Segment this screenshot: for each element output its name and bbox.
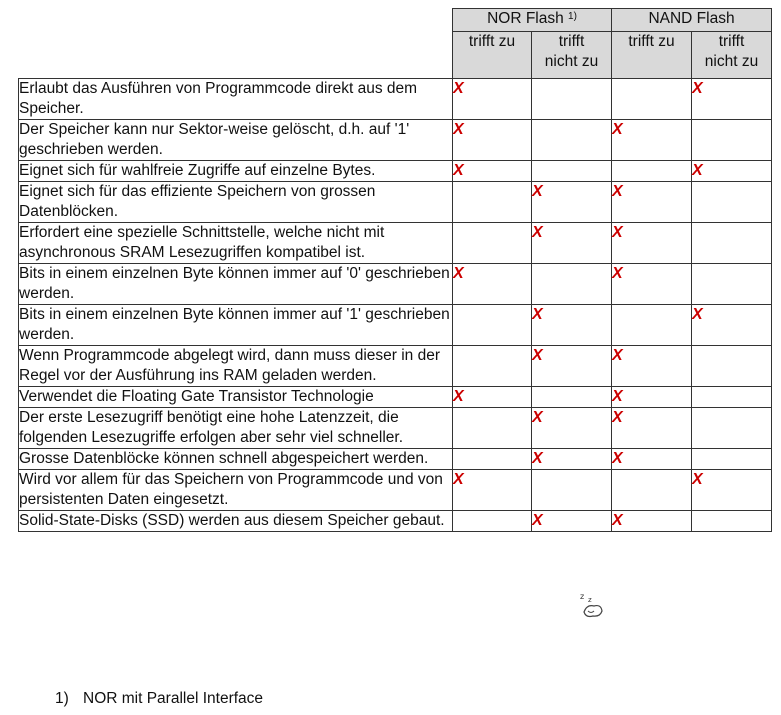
sub-label: nicht zu xyxy=(544,53,599,70)
row-description: Der erste Lesezugriff benötigt eine hohe Latenzzeit, die folgenden Lesezugriffe erfolgen aber sehr viel schneller. xyxy=(19,408,453,449)
nor-not-applies-cell xyxy=(532,511,612,532)
row-description: Bits in einem einzelnen Byte können immer auf '0' geschrieben werden. xyxy=(19,264,453,305)
nand-not-applies-cell xyxy=(692,511,772,532)
cross-mark: X xyxy=(532,512,543,529)
row-description: Eignet sich für das effiziente Speichern von grossen Datenblöcken. xyxy=(19,182,453,223)
row-description: Erlaubt das Ausführen von Programmcode direkt aus dem Speicher. xyxy=(19,79,453,120)
nor-not-applies-cell xyxy=(532,387,612,408)
nor-not-applies-cell xyxy=(532,79,612,120)
table-row xyxy=(19,182,772,223)
table-row xyxy=(19,470,772,511)
table-row xyxy=(19,305,772,346)
cross-mark: X xyxy=(612,224,623,241)
nor-not-applies-cell xyxy=(532,161,612,182)
nand-applies-cell xyxy=(612,387,692,408)
cross-mark: X xyxy=(532,224,543,241)
cross-mark: X xyxy=(612,121,623,138)
row-description: Bits in einem einzelnen Byte können immer auf '1' geschrieben werden. xyxy=(19,305,453,346)
sub-label: trifft xyxy=(718,33,745,50)
row-description: Wenn Programmcode abgelegt wird, dann muss dieser in der Regel vor der Ausführung ins RAM geladen werden. xyxy=(19,346,453,387)
cross-mark: X xyxy=(532,183,543,200)
table-row xyxy=(19,223,772,264)
cross-mark: X xyxy=(532,450,543,467)
header-nor-applies xyxy=(453,32,532,79)
nand-not-applies-cell xyxy=(692,120,772,161)
nand-not-applies-cell xyxy=(692,346,772,387)
nor-not-applies-cell xyxy=(532,182,612,223)
header-blank xyxy=(19,9,453,79)
row-description: Wird vor allem für das Speichern von Programmcode und von persistenten Daten eingesetzt. xyxy=(19,470,453,511)
nor-not-applies-cell xyxy=(532,264,612,305)
nor-applies-cell xyxy=(453,120,532,161)
table-body xyxy=(19,79,772,532)
table-row xyxy=(19,449,772,470)
nor-applies-cell xyxy=(453,387,532,408)
nand-applies-cell xyxy=(612,470,692,511)
sub-label: nicht zu xyxy=(704,53,759,70)
sub-label: trifft xyxy=(558,33,585,50)
row-description: Erfordert eine spezielle Schnittstelle, welche nicht mit asynchronous SRAM Lesezugriffen kompatibel ist. xyxy=(19,223,453,264)
table-row xyxy=(19,161,772,182)
nand-applies-cell xyxy=(612,264,692,305)
header-nand-not-applies xyxy=(692,32,772,79)
cross-mark: X xyxy=(612,512,623,529)
nor-applies-cell xyxy=(453,161,532,182)
nand-applies-cell xyxy=(612,161,692,182)
nand-not-applies-cell xyxy=(692,264,772,305)
cross-mark: X xyxy=(453,388,464,405)
nand-not-applies-cell xyxy=(692,470,772,511)
nor-applies-cell xyxy=(453,470,532,511)
footnote-text: NOR mit Parallel Interface xyxy=(83,690,264,707)
cross-mark: X xyxy=(453,121,464,138)
cross-mark: X xyxy=(612,183,623,200)
nand-applies-cell xyxy=(612,79,692,120)
sub-label: trifft zu xyxy=(468,33,516,50)
nand-applies-cell xyxy=(612,511,692,532)
row-description: Eignet sich für wahlfreie Zugriffe auf einzelne Bytes. xyxy=(19,161,453,182)
nand-applies-cell xyxy=(612,223,692,264)
header-group-row xyxy=(19,9,772,32)
row-description: Verwendet die Floating Gate Transistor Technologie xyxy=(19,387,453,408)
cross-mark: X xyxy=(692,162,703,179)
nor-not-applies-cell xyxy=(532,120,612,161)
nand-applies-cell xyxy=(612,408,692,449)
nand-applies-cell xyxy=(612,120,692,161)
nand-not-applies-cell xyxy=(692,161,772,182)
nor-applies-cell xyxy=(453,182,532,223)
nor-not-applies-cell xyxy=(532,470,612,511)
cross-mark: X xyxy=(692,471,703,488)
nor-applies-cell xyxy=(453,79,532,120)
nand-applies-cell xyxy=(612,449,692,470)
cross-mark: X xyxy=(532,306,543,323)
svg-text:z: z xyxy=(588,596,592,604)
svg-text:z: z xyxy=(580,592,585,601)
row-description: Solid-State-Disks (SSD) werden aus diesem Speicher gebaut. xyxy=(19,511,453,532)
cross-mark: X xyxy=(453,471,464,488)
sleep-cursor-icon xyxy=(578,590,608,620)
table-row xyxy=(19,408,772,449)
nor-not-applies-cell xyxy=(532,346,612,387)
cross-mark: X xyxy=(612,347,623,364)
cross-mark: X xyxy=(532,347,543,364)
nor-not-applies-cell xyxy=(532,223,612,264)
nand-not-applies-cell xyxy=(692,79,772,120)
nor-label: NOR Flash xyxy=(487,10,564,27)
row-description: Der Speicher kann nur Sektor-weise gelöscht, d.h. auf '1' geschrieben werden. xyxy=(19,120,453,161)
nor-not-applies-cell xyxy=(532,449,612,470)
table-row xyxy=(19,387,772,408)
nand-applies-cell xyxy=(612,305,692,346)
cross-mark: X xyxy=(692,80,703,97)
flash-comparison-table xyxy=(18,8,772,532)
nand-applies-cell xyxy=(612,346,692,387)
nand-not-applies-cell xyxy=(692,305,772,346)
nand-not-applies-cell xyxy=(692,223,772,264)
nor-not-applies-cell xyxy=(532,408,612,449)
nand-applies-cell xyxy=(612,182,692,223)
nor-applies-cell xyxy=(453,223,532,264)
table-row xyxy=(19,120,772,161)
nor-applies-cell xyxy=(453,408,532,449)
cross-mark: X xyxy=(453,80,464,97)
nor-applies-cell xyxy=(453,305,532,346)
table-row xyxy=(19,79,772,120)
header-nor-not-applies xyxy=(532,32,612,79)
cross-mark: X xyxy=(692,306,703,323)
nor-not-applies-cell xyxy=(532,305,612,346)
cross-mark: X xyxy=(612,409,623,426)
cross-mark: X xyxy=(453,265,464,282)
cross-mark: X xyxy=(612,388,623,405)
nor-footnote-ref: 1) xyxy=(568,11,577,22)
table-row xyxy=(19,346,772,387)
footnote xyxy=(55,689,263,709)
cross-mark: X xyxy=(453,162,464,179)
header-nand-flash: NAND Flash xyxy=(612,9,772,32)
cross-mark: X xyxy=(612,265,623,282)
footnote-number: 1) xyxy=(55,690,69,707)
table-row xyxy=(19,264,772,305)
row-description: Grosse Datenblöcke können schnell abgespeichert werden. xyxy=(19,449,453,470)
nand-not-applies-cell xyxy=(692,182,772,223)
nand-not-applies-cell xyxy=(692,408,772,449)
nor-applies-cell xyxy=(453,449,532,470)
cross-mark: X xyxy=(532,409,543,426)
nor-applies-cell xyxy=(453,264,532,305)
nand-not-applies-cell xyxy=(692,387,772,408)
nor-applies-cell xyxy=(453,346,532,387)
header-nor-flash xyxy=(453,9,612,32)
sub-label: trifft zu xyxy=(628,33,675,50)
nor-applies-cell xyxy=(453,511,532,532)
cross-mark: X xyxy=(612,450,623,467)
nand-not-applies-cell xyxy=(692,449,772,470)
table-row xyxy=(19,511,772,532)
header-nand-applies xyxy=(612,32,692,79)
